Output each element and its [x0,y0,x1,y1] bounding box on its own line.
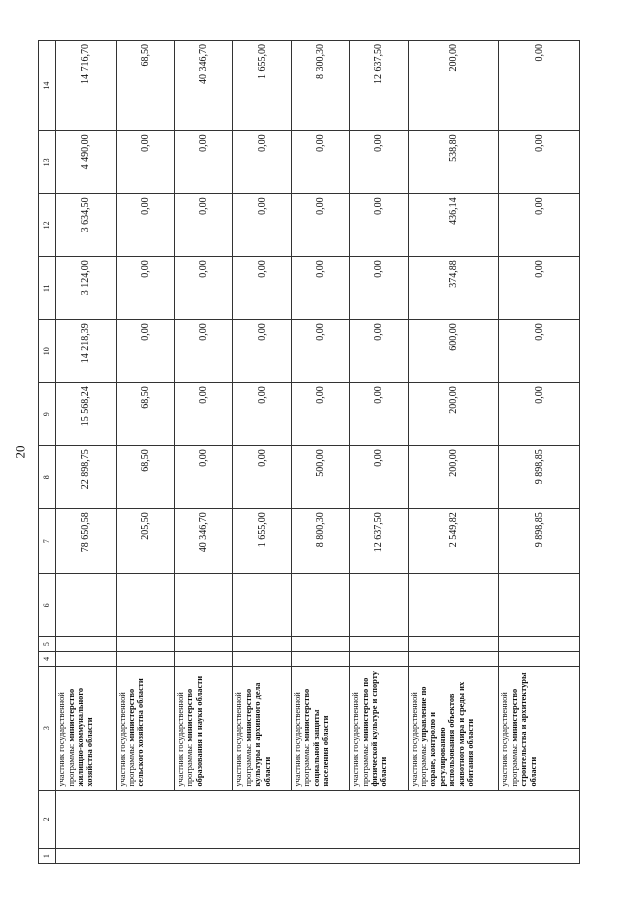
organization-name: министерство строительства и архитектуры области [509,672,538,787]
value-cell: 0,00 [350,257,408,320]
value-cell: 0,00 [233,320,291,383]
empty-cell [233,651,291,666]
value-cell: 12 637,50 [350,41,408,131]
organization-name: министерство образования и науки области [185,675,204,787]
column-number: 13 [39,131,56,194]
column-number: 8 [39,446,56,509]
empty-cell [174,637,232,652]
participant-description [116,666,174,790]
table-row [174,41,232,864]
column-number: 12 [39,194,56,257]
value-cell: 0,00 [233,194,291,257]
value-cell: 600,00 [408,320,499,383]
value-cell: 0,00 [174,131,232,194]
participant-prefix: участник государственной программы: [117,692,136,787]
table-row [233,41,291,864]
empty-cell [499,637,580,652]
value-cell: 0,00 [350,131,408,194]
value-cell: 68,50 [116,383,174,446]
rotated-table-area [38,40,580,864]
value-cell: 200,00 [408,446,499,509]
value-cell: 0,00 [233,257,291,320]
participant-description [174,666,232,790]
value-cell: 200,00 [408,383,499,446]
merged-cell [56,790,580,849]
value-cell: 0,00 [174,320,232,383]
empty-cell [233,574,291,637]
value-cell: 0,00 [116,131,174,194]
value-cell: 0,00 [116,257,174,320]
value-cell: 4 490,00 [56,131,116,194]
value-cell: 0,00 [174,446,232,509]
value-cell: 0,00 [499,383,580,446]
value-cell: 0,00 [174,257,232,320]
empty-cell [408,574,499,637]
column-number: 14 [39,41,56,131]
value-cell: 1 655,00 [233,509,291,574]
empty-cell [233,637,291,652]
value-cell: 538,80 [408,131,499,194]
organization-name: министерство жилищно-коммунального хозяйства области [66,687,95,787]
column-number: 5 [39,637,56,652]
value-cell: 0,00 [499,41,580,131]
value-cell: 0,00 [233,131,291,194]
empty-cell [350,574,408,637]
value-cell: 78 650,58 [56,509,116,574]
value-cell: 12 637,50 [350,509,408,574]
column-number: 9 [39,383,56,446]
empty-cell [56,574,116,637]
value-cell: 3 124,00 [56,257,116,320]
organization-name: министерство по физической культуре и спорту области [360,671,389,787]
participant-prefix: участник государственной программы: [351,692,370,787]
empty-cell [499,574,580,637]
empty-cell [499,651,580,666]
value-cell: 1 655,00 [233,41,291,131]
empty-cell [56,637,116,652]
column-number: 7 [39,509,56,574]
value-cell: 68,50 [116,446,174,509]
value-cell: 14 218,39 [56,320,116,383]
empty-cell [408,637,499,652]
value-cell: 22 898,75 [56,446,116,509]
value-cell: 0,00 [174,194,232,257]
value-cell: 0,00 [291,320,349,383]
empty-cell [116,637,174,652]
participant-description [408,666,499,790]
value-cell: 9 898,85 [499,509,580,574]
value-cell: 0,00 [350,383,408,446]
column-number: 1 [39,849,56,864]
participant-prefix: участник государственной программы: [409,692,429,787]
value-cell: 68,50 [116,41,174,131]
table-row [408,41,499,864]
participant-description [233,666,291,790]
value-cell: 0,00 [499,320,580,383]
value-cell: 0,00 [291,257,349,320]
value-cell: 3 634,50 [56,194,116,257]
value-cell: 0,00 [291,131,349,194]
column-number: 3 [39,666,56,790]
value-cell: 374,88 [408,257,499,320]
value-cell: 0,00 [174,383,232,446]
value-cell: 0,00 [291,383,349,446]
participant-description [350,666,408,790]
participant-prefix: участник государственной программы: [500,692,519,787]
empty-cell [116,651,174,666]
organization-name: управление по охране, контролю и регулированию использования объектов животного мира и среды их обитания области [419,681,476,787]
value-cell: 2 549,82 [408,509,499,574]
organization-name: министерство культуры и архивного дела области [243,682,272,787]
participant-prefix: участник государственной программы: [57,692,76,787]
column-number: 2 [39,790,56,849]
participant-prefix: участник государственной программы: [175,692,195,787]
empty-cell [350,651,408,666]
value-cell: 40 346,70 [174,509,232,574]
column-number: 4 [39,651,56,666]
column-number: 11 [39,257,56,320]
empty-cell [116,574,174,637]
value-cell: 0,00 [291,194,349,257]
participant-description [291,666,349,790]
table-row [116,41,174,864]
value-cell: 8 800,30 [291,509,349,574]
organization-name: министерство социальной защиты населения области [302,688,331,787]
value-cell: 0,00 [350,320,408,383]
organization-name: министерство сельского хозяйства области [126,678,146,787]
value-cell: 0,00 [233,446,291,509]
value-cell: 200,00 [408,41,499,131]
value-cell: 0,00 [350,446,408,509]
empty-cell [291,574,349,637]
value-cell: 0,00 [499,131,580,194]
column-number: 6 [39,574,56,637]
table-row [56,41,116,864]
table-row [499,41,580,864]
empty-cell [174,651,232,666]
table-row [350,41,408,864]
value-cell: 500,00 [291,446,349,509]
empty-cell [56,651,116,666]
value-cell: 205,50 [116,509,174,574]
value-cell: 8 300,30 [291,41,349,131]
empty-cell [174,574,232,637]
page-number: 20 [12,445,28,459]
value-cell: 0,00 [499,194,580,257]
empty-cell [291,651,349,666]
value-cell: 0,00 [499,257,580,320]
value-cell: 14 716,70 [56,41,116,131]
participant-prefix: участник государственной программы: [234,692,253,787]
participant-description [499,666,580,790]
value-cell: 40 346,70 [174,41,232,131]
value-cell: 9 898,85 [499,446,580,509]
value-cell: 0,00 [233,383,291,446]
value-cell: 0,00 [350,194,408,257]
column-number: 10 [39,320,56,383]
table-row [291,41,349,864]
empty-cell [408,651,499,666]
merged-cell [56,849,580,864]
value-cell: 15 568,24 [56,383,116,446]
empty-cell [291,637,349,652]
header-row [39,41,56,864]
budget-table [38,40,580,864]
value-cell: 0,00 [116,194,174,257]
empty-cell [350,637,408,652]
value-cell: 436,14 [408,194,499,257]
participant-description [56,666,116,790]
participant-prefix: участник государственной программы: [292,692,312,787]
value-cell: 0,00 [116,320,174,383]
